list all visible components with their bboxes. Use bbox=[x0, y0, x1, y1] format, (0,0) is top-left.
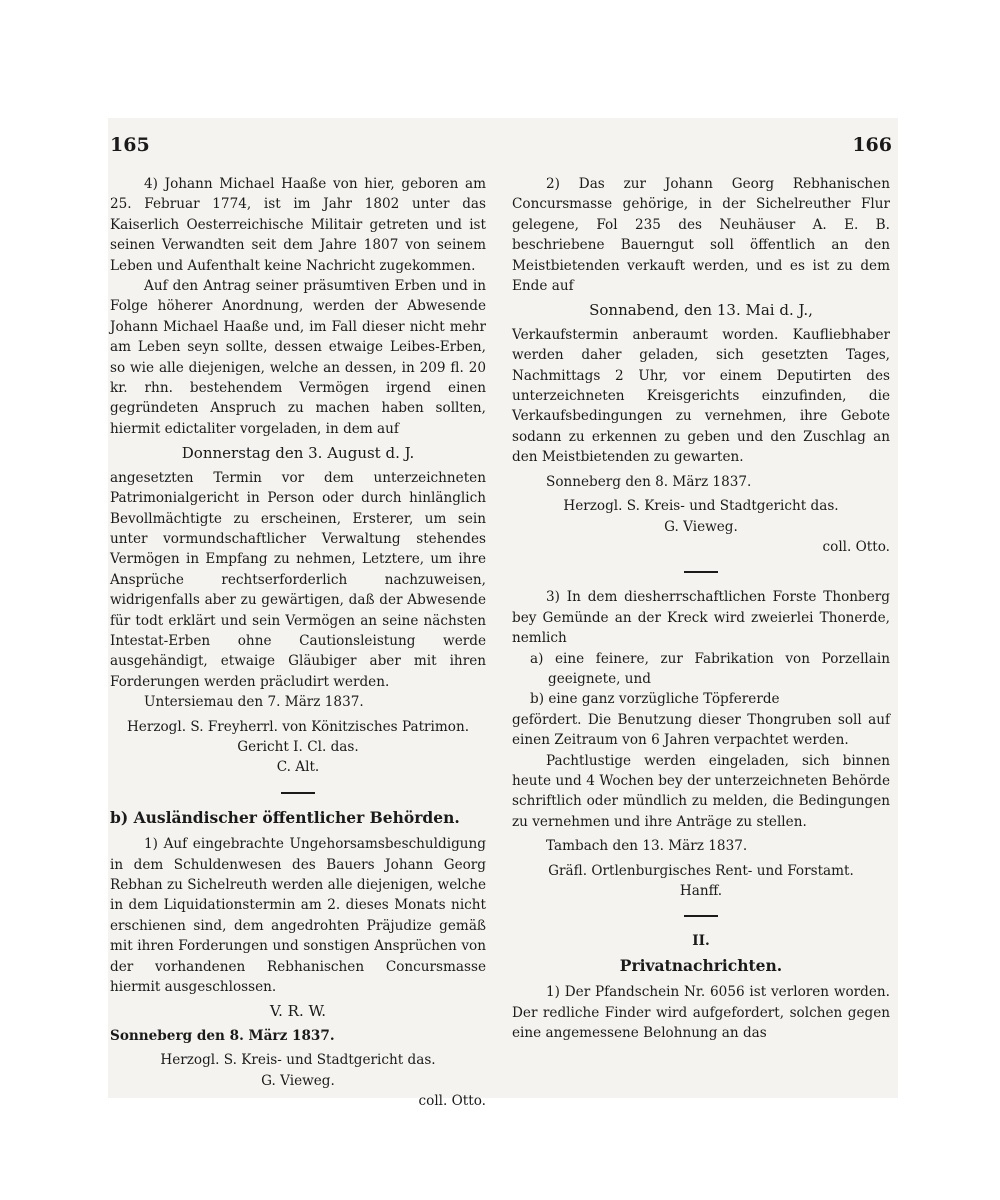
haasse-date: Donnerstag den 3. August d. J. bbox=[181, 444, 415, 463]
rebhan-court: Herzogl. S. Kreis- und Stadtgericht das. bbox=[160, 1052, 436, 1069]
lost-notice: 1) Der Pfandschein Nr. 6056 ist verloren worden. Der redliche Finder wird aufgefordert, solchen gegen eine angemessene Belohnung an das bbox=[512, 984, 890, 1042]
clay-place: Tambach den 13. März 1837. bbox=[546, 838, 748, 855]
rebhan-signature: G. Vieweg. bbox=[261, 1072, 335, 1089]
rebhan-place: Sonneberg den 8. März 1837. bbox=[110, 1027, 335, 1044]
sale-term: Verkaufstermin anberaumt worden. Kaufliebhaber werden daher geladen, sich gesetzten Tages, Nachmittags 2 Uhr, vor einem Deputirten des unterzeichneten Kreisgerichts einzufinden, die Verkaufsbedingungen zu vernehmen, ihre Gebote sodann zu erkennen zu geben und den Zuschlag an den Meistbietenden zu gewarten. bbox=[512, 326, 890, 466]
rebhan-vrw: V. R. W. bbox=[269, 1002, 327, 1021]
sale-notice: 2) Das zur Johann Georg Rebhanischen Concursmasse gehörige, in der Sichelreuther Flur gelegene, Fol 235 des Neuhäuser A. E. B. beschriebene Bauerngut soll öffentlich an den Meistbietenden verkauft werden, und es ist zu dem Ende auf bbox=[512, 176, 890, 295]
left-column bbox=[110, 174, 486, 1111]
clay-notice: 3) In dem diesherrschaftlichen Forste Thonberg bey Gemünde an der Kreck wird zweierlei Thonerde, nemlich bbox=[512, 589, 890, 647]
clay-lease: gefördert. Die Benutzung dieser Thongruben soll auf einen Zeitraum von 6 Jahren verpachtet werden. bbox=[512, 711, 890, 749]
sale-signature: G. Vieweg. bbox=[664, 518, 738, 535]
sale-court: Herzogl. S. Kreis- und Stadtgericht das. bbox=[563, 498, 839, 515]
haasse-court: Herzogl. S. Freyherrl. von Könitzisches Patrimon. Gericht I. Cl. das. bbox=[126, 718, 470, 755]
section-h-title: Privatnachrichten. bbox=[619, 955, 783, 975]
clay-office: Gräfl. Ortlenburgisches Rent- und Forstamt. bbox=[548, 862, 854, 879]
newspaper-page bbox=[108, 118, 898, 1110]
haasse-summons: Auf den Antrag seiner präsumtiven Erben und in Folge höherer Anordnung, werden der Abwesende Johann Michael Haaße und, im Fall dieser nicht mehr am Leben seyn sollte, dessen etwaige Leibes-Erben, so wie alle diejenigen, welche an dessen, in 209 fl. 20 kr. rhn. bestehendem Vermögen irgend einen gegründeten Anspruch zu machen haben sollten, hiermit edictaliter vorgeladen, in dem auf bbox=[110, 278, 486, 437]
haasse-signature: C. Alt. bbox=[276, 759, 320, 776]
clay-signature: Hanff. bbox=[679, 883, 723, 899]
page-number-left: 165 bbox=[110, 134, 150, 156]
clay-invite: Pachtlustige werden eingeladen, sich binnen heute und 4 Wochen bey der unterzeichneten Behörde schriftlich oder mündlich zu melden, die Bedingungen zu vernehmen und ihre Anträge zu stellen. bbox=[512, 752, 890, 830]
rebhan-notice: 1) Auf eingebrachte Ungehorsamsbeschuldigung in dem Schuldenwesen des Bauers Johann Georg Rebhan zu Sichelreuth werden alle diejenigen, welche in dem Liquidationstermin am 2. dieses Monats nicht erschienen sind, dem angedrohten Präjudize gemäß mit ihren Forderungen und sonstigen Ansprüchen von der vorhandenen Rebhanischen Concursmasse hiermit ausgeschlossen. bbox=[110, 836, 486, 996]
right-column bbox=[512, 174, 890, 1043]
sale-coll: coll. Otto. bbox=[822, 538, 890, 555]
haasse-notice: 4) Johann Michael Haaße von hier, geboren am 25. Februar 1774, ist im Jahr 1802 unter das Kaiserlich Oesterreichische Militair getreten und ist seinen Verwandten seit dem Jahre 1807 von seinem Leben und Aufenthalt keine Nachricht zugekommen. bbox=[110, 176, 486, 274]
separator-rule bbox=[281, 792, 315, 794]
separator-rule bbox=[684, 571, 718, 573]
section-b-heading: b) Ausländischer öffentlicher Behörden. bbox=[110, 807, 460, 827]
clay-item-a: a) eine feinere, zur Fabrikation von Porzellain geeignete, und bbox=[530, 650, 890, 687]
sale-date: Sonnabend, den 13. Mai d. J., bbox=[589, 301, 813, 320]
section-h-number: II. bbox=[692, 933, 710, 950]
haasse-place: Untersiemau den 7. März 1837. bbox=[144, 694, 364, 711]
sale-place: Sonneberg den 8. März 1837. bbox=[546, 473, 752, 490]
clay-item-b: b) eine ganz vorzügliche Töpfererde bbox=[530, 691, 780, 708]
separator-rule bbox=[684, 915, 718, 917]
rebhan-coll: coll. Otto. bbox=[418, 1093, 486, 1110]
page-number-right: 166 bbox=[852, 134, 892, 156]
haasse-term: angesetzten Termin vor dem unterzeichneten Patrimonialgericht in Person oder durch hinlänglich Bevollmächtigte zu erscheinen, Ersterer, um sein unter vormundschaftlicher Verwaltung stehendes Vermögen in Empfang zu nehmen, Letztere, um ihre Ansprüche rechtserforderlich nachzuweisen, widrigenfalls aber zu gewärtigen, daß der Abwesende für todt erklärt und sein Vermögen an seine nächsten Intestat-Erben ohne Cautionsleistung werde ausgehändigt, etwaige Gläubiger aber mit ihren Forderungen werden präcludirt werden. bbox=[110, 469, 486, 690]
